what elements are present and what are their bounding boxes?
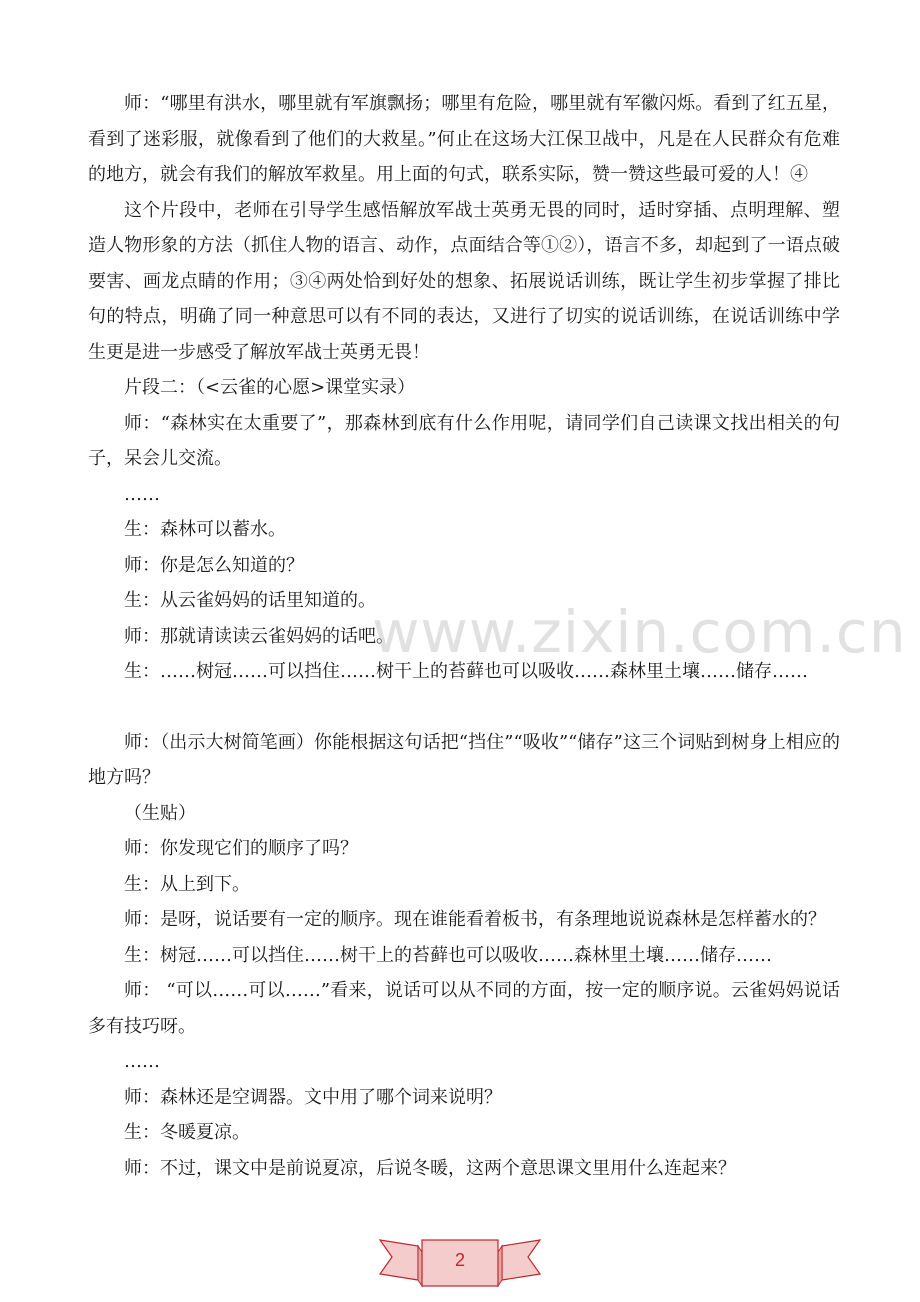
document-body: [88, 86, 840, 1186]
paragraph-ellipsis-2: ……: [124, 1051, 160, 1072]
paragraph-teacher-forest-question: 师：“森林实在太重要了”，那森林到底有什么作用呢，请同学们自己读课文找出相关的句子，呆会儿交流。: [88, 412, 840, 469]
paragraph-student-water: 生：森林可以蓄水。: [124, 519, 286, 540]
blank-line: [88, 690, 840, 725]
paragraph-teacher-how-know: 师：你是怎么知道的？: [124, 554, 304, 576]
paragraph-teacher-tree-drawing: 师：（出示大树简笔画）你能根据这句话把“挡住”“吸收”“储存”这三个词贴到树身上相应的地方吗？: [88, 731, 840, 788]
paragraph-teacher-connect: 师：不过，课文中是前说夏凉，后说冬暖，这两个意思课文里用什么连起来？: [124, 1157, 736, 1179]
paragraph-student-quote-again: 生：树冠……可以挡住……树干上的苔藓也可以吸收……森林里土壤……储存……: [124, 944, 772, 966]
paragraph-teacher-read: 师：那就请读读云雀妈妈的话吧。: [124, 625, 394, 647]
paragraph-section-two-title: 片段二：（<云雀的心愿>课堂实录）: [124, 377, 416, 398]
paragraph-student-warm-cool: 生：冬暖夏凉。: [124, 1122, 250, 1143]
page-number-ribbon: [378, 1234, 542, 1292]
paragraph-student-paste: （生贴）: [124, 802, 196, 824]
watermark-text: www.zixin.com.cn: [372, 598, 907, 666]
page-number: 2: [454, 1250, 465, 1270]
paragraph-student-quote: 生：……树冠……可以挡住……树干上的苔藓也可以吸收……森林里土壤……储存……: [124, 661, 808, 682]
paragraph-teacher-flood: 师：“哪里有洪水，哪里就有军旗飘扬；哪里有危险，哪里就有军徽闪烁。看到了红五星，看到了迷彩服，就像看到了他们的大救星。”何止在这场大江保卫战中，凡是在人民群众有危难的地方，就会有我们的解放军救星。用上面的句式，联系实际，赞一赞这些最可爱的人！④: [88, 93, 840, 185]
paragraph-teacher-technique: 师： “可以……可以……”看来，说话可以从不同的方面，按一定的顺序说。云雀妈妈说话多有技巧呀。: [88, 980, 840, 1037]
paragraph-teacher-sequence: 师：是呀，说话要有一定的顺序。现在谁能看着板书，有条理地说说森林是怎样蓄水的？: [124, 909, 826, 930]
paragraph-teacher-order: 师：你发现它们的顺序了吗？: [124, 838, 358, 859]
paragraph-commentary: 这个片段中，老师在引导学生感悟解放军战士英勇无畏的同时，适时穿插、点明理解、塑造人物形象的方法（抓住人物的语言、动作，点面结合等①②），语言不多，却起到了一语点破要害、画龙点睛的作用；③④两处恰到好处的想象、拓展说话训练，既让学生初步掌握了排比句的特点，明确了同一种意思可以有不同的表达，又进行了切实的说话训练，在说话训练中学生更是进一步感受了解放军战士英勇无畏！: [88, 199, 840, 363]
paragraph-student-from-mother: 生：从云雀妈妈的话里知道的。: [124, 590, 376, 611]
paragraph-student-top-down: 生：从上到下。: [124, 873, 250, 895]
paragraph-teacher-aircon: 师：森林还是空调器。文中用了哪个词来说明？: [124, 1086, 502, 1108]
paragraph-ellipsis: ……: [124, 483, 160, 505]
